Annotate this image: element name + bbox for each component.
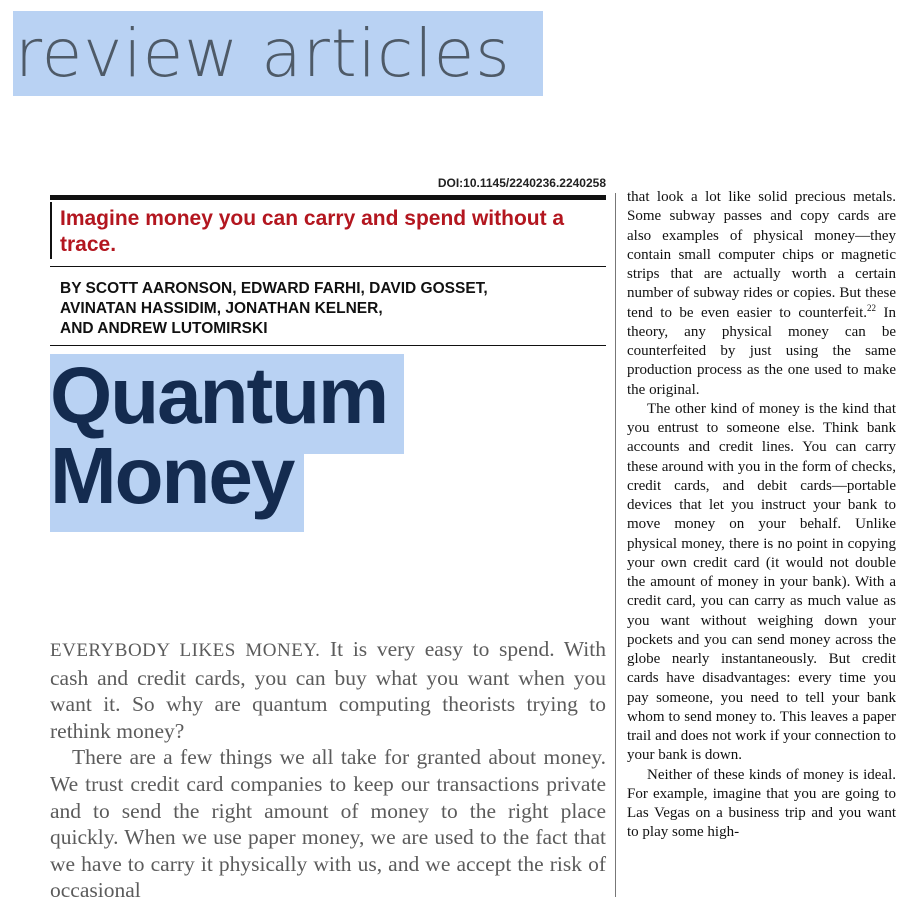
section-title: review articles [15, 15, 511, 92]
body-paragraph [50, 636, 606, 744]
article-headline [50, 351, 388, 520]
authors-line: AVINATAN HASSIDIM, JONATHAN KELNER, [60, 300, 383, 317]
paragraph-text: It is very easy to spend. With cash and credit cards, you can buy what you want when you want it. So why are quantum computing theorists trying to rethink money? [50, 637, 606, 743]
tagline-bar [50, 202, 52, 259]
body-paragraph: The other kind of money is the kind that you entrust to someone else. Think bank accounts and credit lines. You can carry these around with you in the form of checks, credit cards, and debit cards—portable devices that let you instruct your bank to move money on your behalf. Unlike physical money, there is no point in copying your own credit card (it would not double the amount of money in your bank). With a credit card, you can carry as much value as you want without weighing down your pockets and you can send money across the globe nearly instantaneously. But credit cards have disadvantages: every time you pay someone, you need to tell your bank whom to send money to. This leaves a paper trail and does not work if your connection to your bank is down. [627, 400, 896, 764]
reference-marker: 22 [867, 302, 877, 313]
lead-in: EVERYBODY LIKES MONEY. [50, 640, 321, 661]
body-right-column [627, 188, 896, 843]
doi-label: DOI:10.1145/2240236.2240258 [437, 176, 606, 190]
body-left-column [50, 636, 606, 904]
body-paragraph: Neither of these kinds of money is ideal. For example, imagine that you are going to Las Vegas on a business trip and you want to play some high- [627, 766, 896, 841]
authors-line: AND ANDREW LUTOMIRSKI [60, 320, 268, 337]
headline-line: Quantum [50, 351, 388, 440]
article-authors [60, 279, 600, 339]
column-divider [615, 193, 616, 897]
body-paragraph: There are a few things we all take for granted about money. We trust credit card companies to keep our transactions private and to send the right amount of money to the right place quickly. When we use paper money, we are used to the fact that we have to carry it physically with us, and we accept the risk of occasional [50, 745, 606, 903]
article-tagline: Imagine money you can carry and spend without a trace. [60, 207, 565, 256]
header-rule [50, 195, 606, 200]
authors-rule [50, 345, 606, 346]
paragraph-text: In theory, any physical money can be counterfeited by just using the same production process as the one used to make the original. [627, 304, 896, 398]
paragraph-text: that look a lot like solid precious metals. Some subway passes and copy cards are also examples of physical money—they contain small computer chips or magnetic strips that are actually worth a certain number of subway rides or copies. But these tend to be even easier to counterfeit. [627, 189, 896, 321]
tagline-rule [50, 266, 606, 267]
body-paragraph [627, 188, 896, 400]
authors-line: BY SCOTT AARONSON, EDWARD FARHI, DAVID GOSSET, [60, 280, 488, 297]
headline-line: Money [50, 431, 294, 520]
